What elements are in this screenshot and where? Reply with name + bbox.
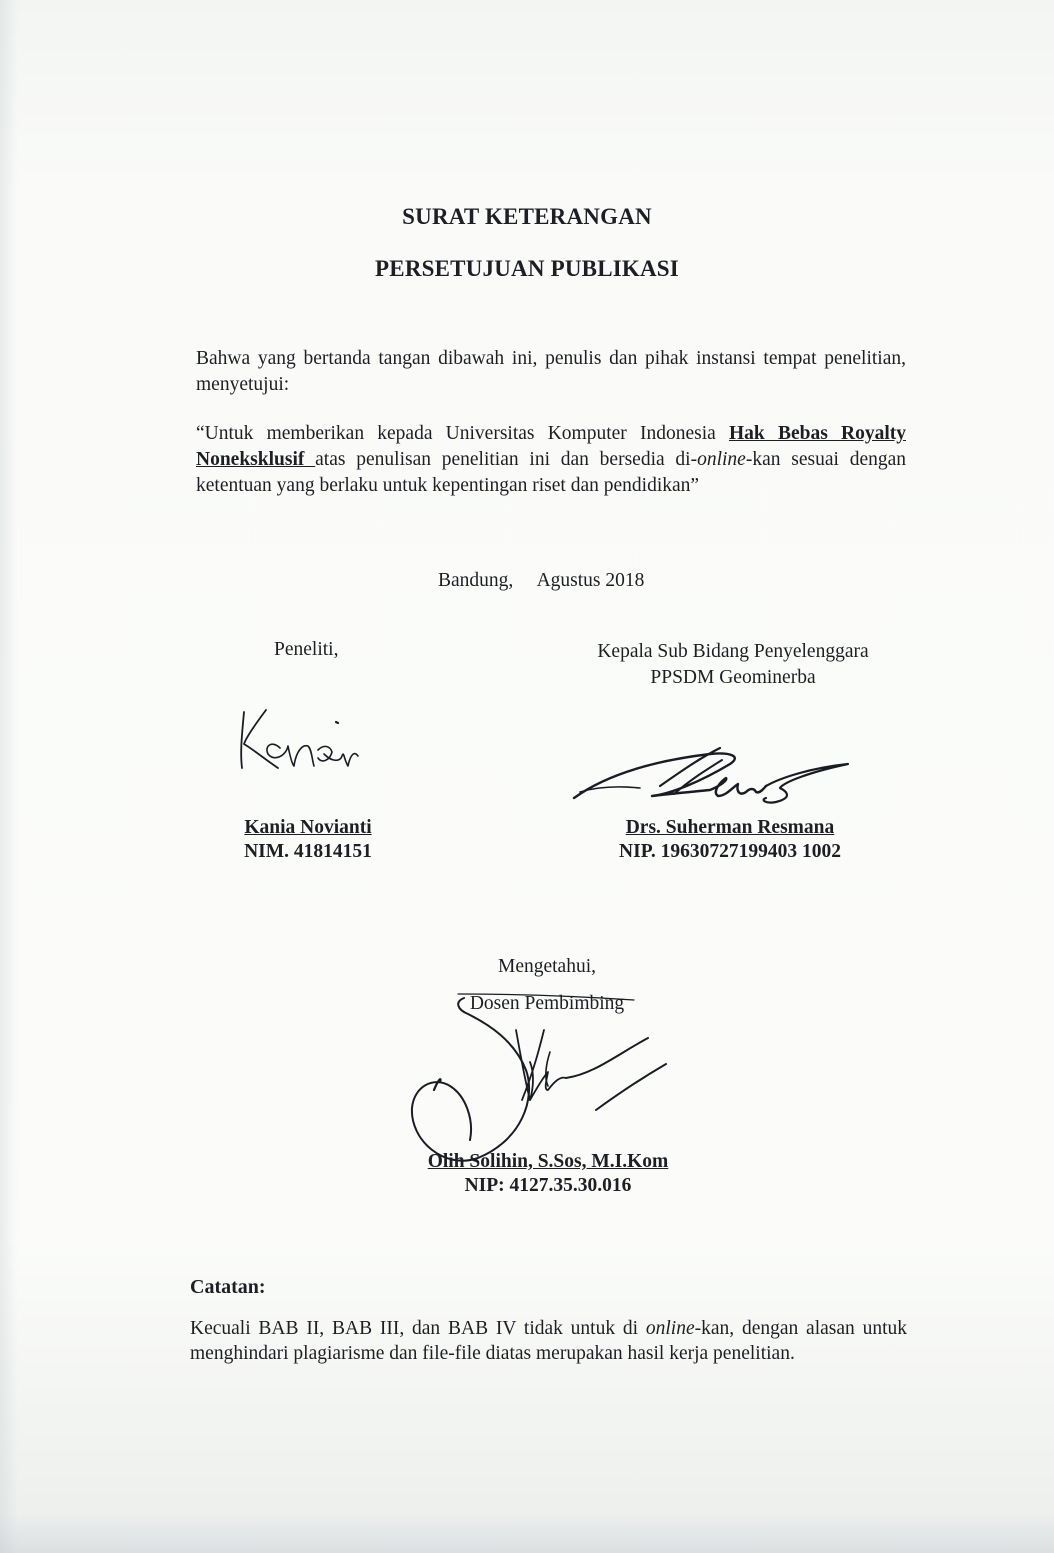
researcher-nim: NIM. 41814151: [244, 841, 372, 862]
notes-title: Catatan:: [190, 1276, 266, 1298]
notes-text: [190, 1316, 907, 1366]
supervisor-name: Olih Solihin, S.Sos, M.I.Kom: [427, 1151, 669, 1172]
online-term: online: [697, 449, 746, 470]
scan-shadow-left: [0, 0, 18, 1553]
researcher-name: Kania Novianti: [244, 817, 372, 838]
scan-shadow-bottom: [0, 1513, 1054, 1553]
agreement-quote: [196, 421, 906, 499]
researcher-label: Peneliti,: [274, 639, 339, 660]
supervisor-signature: [404, 990, 674, 1160]
quote-text-1: “Untuk memberikan kepada Universitas Komputer Indonesia: [196, 423, 729, 444]
place-date: Bandung, Agustus 2018: [438, 570, 645, 591]
head-role-line2: PPSDM Geominerba: [650, 667, 816, 688]
head-name: Drs. Suherman Resmana: [625, 817, 835, 838]
researcher-block: [208, 816, 408, 864]
notes-text-2: -kan, dengan alasan untuk menghindari plagiarisme dan file-file diatas merupakan hasil kerja penelitian.: [190, 1318, 907, 1364]
head-block: [570, 816, 890, 864]
intro-paragraph: Bahwa yang bertanda tangan dibawah ini, penulis dan pihak instansi tempat penelitian, menyetujui:: [196, 348, 906, 395]
quote-text-3: -kan sesuai dengan ketentuan yang berlaku untuk kepentingan riset dan pendidikan”: [196, 449, 906, 496]
head-nip: NIP. 19630727199403 1002: [619, 841, 841, 862]
notes-online-term: online: [645, 1318, 695, 1339]
notes-text-1: Kecuali BAB II, BAB III, dan BAB IV tidak untuk di: [190, 1318, 646, 1339]
document-subtitle: PERSETUJUAN PUBLIKASI: [375, 256, 679, 281]
royalty-term: Hak Bebas Royalty Noneksklusif: [196, 423, 906, 470]
head-signature: [570, 742, 860, 812]
head-role-line1: Kepala Sub Bidang Penyelenggara: [597, 641, 869, 662]
head-label: [560, 639, 906, 691]
acknowledged-label: Mengetahui,: [497, 956, 596, 977]
researcher-signature: [232, 704, 372, 774]
supervisor-block: [398, 1150, 698, 1198]
supervisor-nip: NIP: 4127.35.30.016: [464, 1175, 632, 1196]
quote-text-2: atas penulisan penelitian ini dan bersedia di-: [315, 449, 698, 470]
supervisor-label: Dosen Pembimbing: [469, 993, 625, 1014]
document-title: SURAT KETERANGAN: [402, 204, 652, 229]
